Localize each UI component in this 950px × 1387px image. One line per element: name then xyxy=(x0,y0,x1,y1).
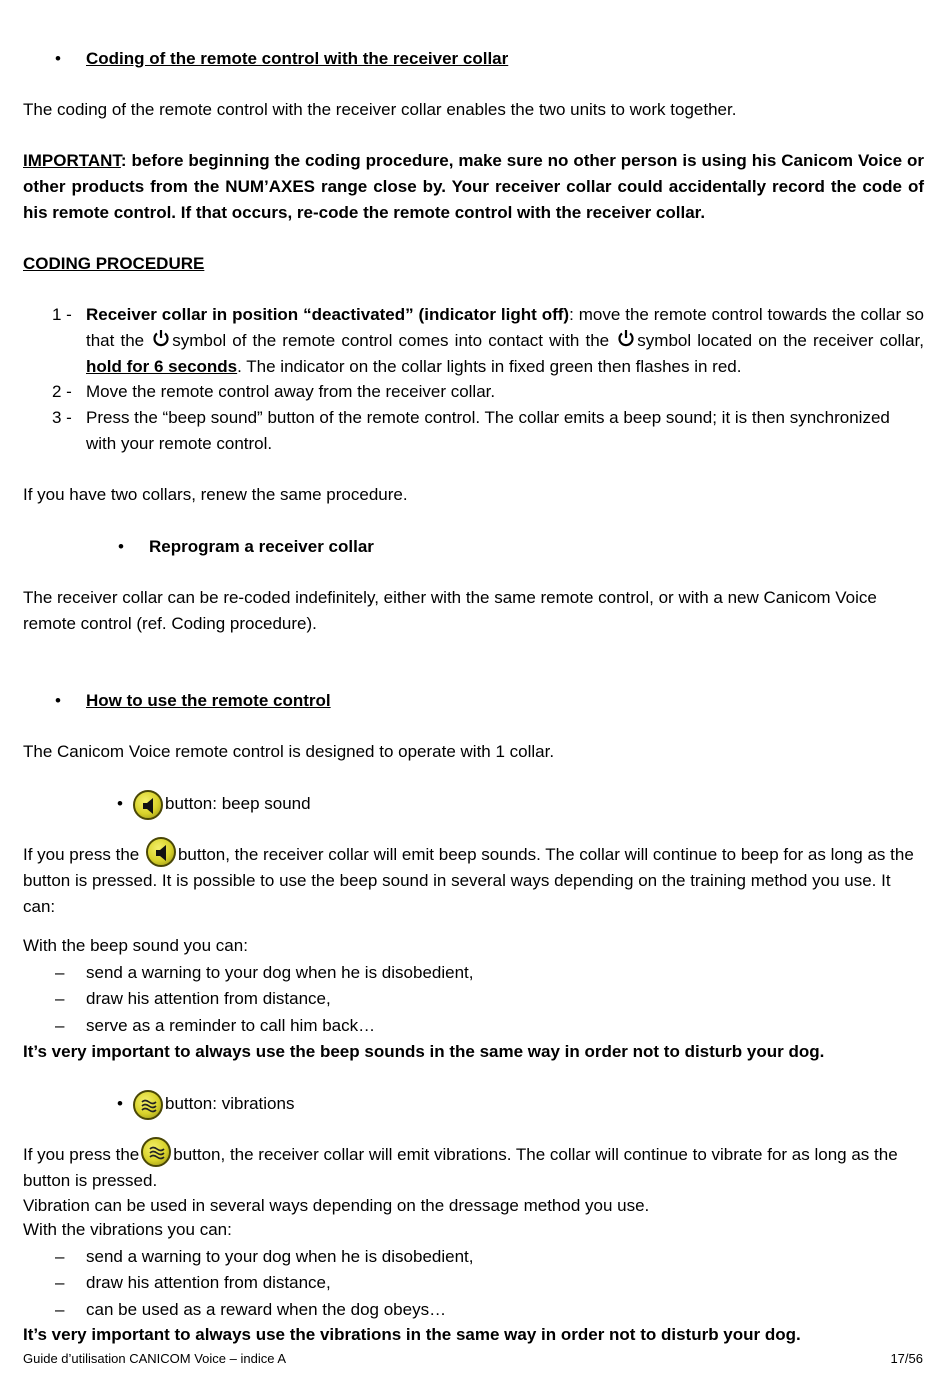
bullet: • xyxy=(55,49,61,68)
power-icon xyxy=(152,328,170,348)
list-item: send a warning to your dog when he is disobedient, xyxy=(86,1247,474,1266)
bullet: • xyxy=(55,691,61,710)
step-1-hold: hold for 6 seconds xyxy=(86,357,238,376)
dash: – xyxy=(55,963,65,982)
vibration-icon xyxy=(141,1137,171,1167)
vibration-press-paragraph xyxy=(23,1142,924,1194)
procedure-title: CODING PROCEDURE xyxy=(23,254,205,273)
vibration-button-row xyxy=(131,1088,924,1120)
step-1-text-a: : move the remote control towards the collar so that the xyxy=(86,305,924,350)
list-item: can be used as a reward when the dog obeys… xyxy=(86,1300,447,1319)
dash: – xyxy=(55,1247,65,1266)
footer-title: Guide d’utilisation CANICOM Voice – indice A xyxy=(23,1351,287,1366)
step-number: 3 - xyxy=(52,408,72,427)
section-heading-how-to-use: How to use the remote control xyxy=(86,691,331,710)
section-heading-reprogram: Reprogram a receiver collar xyxy=(149,537,374,556)
beep-with: With the beep sound you can: xyxy=(23,936,248,955)
step-1-text-c: symbol located on the receiver collar, xyxy=(637,331,925,350)
bullet: • xyxy=(117,794,123,813)
bullet: • xyxy=(117,1094,123,1113)
beep-important: It’s very important to always use the beep sounds in the same way in order not to disturb your dog. xyxy=(23,1042,825,1061)
dash: – xyxy=(55,1300,65,1319)
coding-intro: The coding of the remote control with the receiver collar enables the two units to work together. xyxy=(23,100,737,119)
bullet: • xyxy=(118,537,124,556)
dash: – xyxy=(55,1273,65,1292)
step-2: Move the remote control away from the receiver collar. xyxy=(86,382,496,401)
beep-press-b: button, the receiver collar will emit beep sounds. The collar will continue to beep for as long as the button is pressed. It is possible to use the beep sound in several ways depending on the training method you use. It can: xyxy=(23,845,914,916)
step-1 xyxy=(86,302,924,380)
list-item: draw his attention from distance, xyxy=(86,989,331,1008)
vibration-button-label: button: vibrations xyxy=(165,1094,295,1113)
vibration-usage: Vibration can be used in several ways depending on the dressage method you use. xyxy=(23,1196,650,1215)
step-3: Press the “beep sound” button of the remote control. The collar emits a beep sound; it is then synchronized with your remote control. xyxy=(86,408,890,453)
two-collars-note: If you have two collars, renew the same procedure. xyxy=(23,485,408,504)
step-number: 1 - xyxy=(52,305,72,324)
reprogram-text: The receiver collar can be re-coded indefinitely, either with the same remote control, or with a new Canicom Voice remote control (ref. Coding procedure). xyxy=(23,588,877,633)
beep-press-paragraph xyxy=(23,842,924,920)
dash: – xyxy=(55,989,65,1008)
power-icon xyxy=(617,328,635,348)
section-heading-coding: Coding of the remote control with the receiver collar xyxy=(86,49,509,68)
beep-press-a: If you press the xyxy=(23,845,140,864)
list-item: draw his attention from distance, xyxy=(86,1273,331,1292)
important-paragraph xyxy=(23,148,924,226)
vibration-with: With the vibrations you can: xyxy=(23,1220,232,1239)
important-text: : before beginning the coding procedure, make sure no other person is using his Canicom Voice or other products from the NUM’AXES range close by. Your receiver collar could accidentally record the code of his remote control. If that occurs, re-code the remote control with the receiver collar. xyxy=(23,151,924,222)
page-number: 17/56 xyxy=(890,1351,923,1366)
step-1-bold: Receiver collar in position “deactivated” (indicator light off) xyxy=(86,305,570,324)
list-item: send a warning to your dog when he is disobedient, xyxy=(86,963,474,982)
step-number: 2 - xyxy=(52,382,72,401)
vibe-press-b: button, the receiver collar will emit vibrations. The collar will continue to vibrate for as long as the button is pressed. xyxy=(23,1145,898,1190)
important-label: IMPORTANT xyxy=(23,151,121,170)
speaker-icon xyxy=(133,790,163,820)
step-1-text-b: symbol of the remote control comes into contact with the xyxy=(172,331,610,350)
speaker-icon xyxy=(146,837,176,867)
how-to-use-intro: The Canicom Voice remote control is designed to operate with 1 collar. xyxy=(23,742,555,761)
vibration-icon xyxy=(133,1090,163,1120)
beep-button-label: button: beep sound xyxy=(165,794,311,813)
list-item: serve as a reminder to call him back… xyxy=(86,1016,376,1035)
step-1-text-d: . The indicator on the collar lights in fixed green then flashes in red. xyxy=(237,357,742,376)
dash: – xyxy=(55,1016,65,1035)
vibration-important: It’s very important to always use the vibrations in the same way in order not to disturb your dog. xyxy=(23,1325,801,1344)
vibe-press-a: If you press the xyxy=(23,1145,140,1164)
beep-button-row xyxy=(131,788,924,820)
